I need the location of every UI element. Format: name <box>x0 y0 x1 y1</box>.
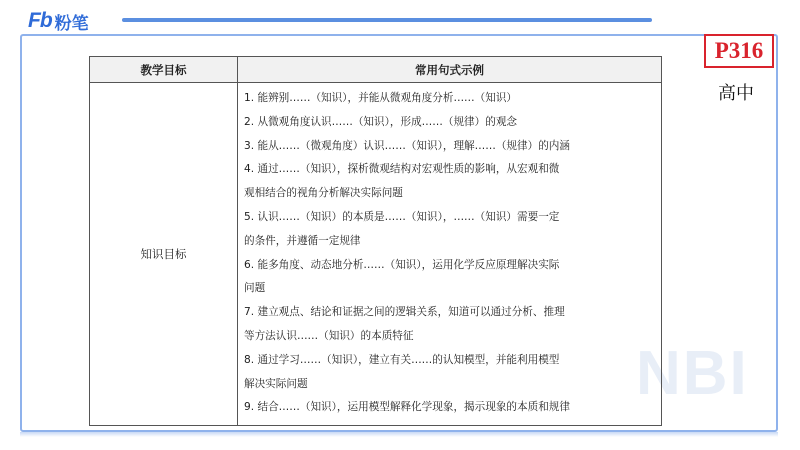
example-line: 解决实际问题 <box>244 377 308 390</box>
table-header-row <box>90 57 662 83</box>
header-rule <box>122 18 652 22</box>
example-line: 5. 认识……（知识）的本质是……（知识），……（知识）需要一定 <box>244 210 560 223</box>
table-row <box>90 83 662 426</box>
example-line: 8. 通过学习……（知识），建立有关……的认知模型，并能利用模型 <box>244 353 560 366</box>
brand-logo <box>28 9 89 33</box>
example-line: 等方法认识……（知识）的本质特征 <box>244 329 414 342</box>
brand-logo-text: 粉笔 <box>54 13 89 34</box>
example-line: 观相结合的视角分析解决实际问题 <box>244 187 403 200</box>
example-line: 9. 结合……（知识），运用模型解释化学现象，揭示现象的本质和规律 <box>244 401 570 414</box>
watermark: NBI <box>636 339 749 408</box>
school-level-label: 高中 <box>718 83 754 104</box>
example-line: 问题 <box>244 282 266 295</box>
page-code-badge: P316 <box>704 34 774 68</box>
sentence-examples-cell <box>238 83 662 426</box>
header-sentence-examples: 常用句式示例 <box>238 57 662 83</box>
example-line: 7. 建立观点、结论和证据之间的逻辑关系，知道可以通过分析、推理 <box>244 306 565 319</box>
goal-category-cell: 知识目标 <box>90 83 238 426</box>
frame-shadow <box>20 432 778 437</box>
header-teaching-goal: 教学目标 <box>90 57 238 83</box>
example-line: 2. 从微观角度认识……（知识），形成……（规律）的观念 <box>244 115 518 128</box>
teaching-goals-table <box>89 56 662 426</box>
brand-logo-mark: Fb <box>28 9 52 32</box>
example-line: 4. 通过……（知识），探析微观结构对宏观性质的影响，从宏观和微 <box>244 163 560 176</box>
example-line: 3. 能从……（微观角度）认识……（知识），理解……（规律）的内涵 <box>244 139 570 152</box>
example-line: 6. 能多角度、动态地分析……（知识），运用化学反应原理解决实际 <box>244 258 560 271</box>
example-line: 的条件，并遵循一定规律 <box>244 234 361 247</box>
example-line: 1. 能辨别……（知识），并能从微观角度分析……（知识） <box>244 92 518 104</box>
